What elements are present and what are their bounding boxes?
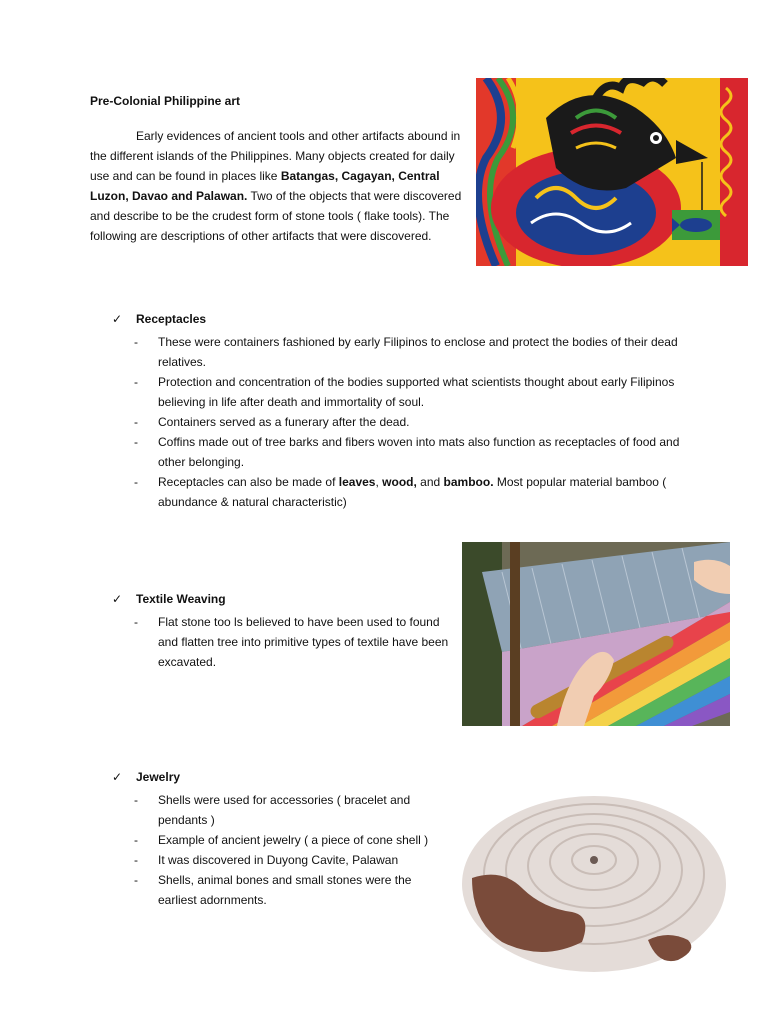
list-item: - It was discovered in Duyong Cavite, Palawan	[134, 850, 436, 870]
checkmark-icon: ✓	[112, 770, 123, 784]
cone-shell-image	[458, 790, 730, 976]
list-item: - Protection and concentration of the bodies supported what scientists thought about early Filipinos believing in life after death and immortality of soul.	[134, 372, 684, 412]
list-item: - Example of ancient jewelry ( a piece of cone shell )	[134, 830, 436, 850]
intro-paragraph	[90, 126, 468, 246]
checkmark-icon: ✓	[112, 592, 123, 606]
receptacles-heading: ✓ Receptacles	[112, 312, 207, 326]
list-item: - Flat stone too ls believed to have been used to found and flatten tree into primitive types of textile have been excavated.	[134, 612, 456, 672]
list-item: - Shells were used for accessories ( bracelet and pendants )	[134, 790, 436, 830]
intro-places: Batangas, Cagayan, Central Luzon, Davao and Palawan.	[90, 169, 440, 203]
textile-list	[134, 612, 456, 672]
list-item: - Coffins made out of tree barks and fibers woven into mats also function as receptacles of food and other belonging.	[134, 432, 684, 472]
page-title: Pre-Colonial Philippine art	[90, 94, 241, 108]
checkmark-icon: ✓	[112, 312, 123, 326]
textile-weaving-heading: ✓ Textile Weaving	[112, 592, 226, 606]
weaving-loom-image	[462, 542, 730, 726]
jewelry-list	[134, 790, 436, 910]
list-item: - Containers served as a funerary after the dead.	[134, 412, 684, 432]
list-item: - Shells, animal bones and small stones were the earliest adornments.	[134, 870, 436, 910]
receptacles-list	[134, 332, 684, 512]
list-item: - These were containers fashioned by early Filipinos to enclose and protect the bodies of their dead relatives.	[134, 332, 684, 372]
jewelry-heading: ✓ Jewelry	[112, 770, 181, 784]
intro-text-1: Early evidences of ancient tools and other artifacts abound in the different islands of the Philippines. Many objects created for daily use and can be found in places like	[90, 129, 461, 183]
intro-text-2: Two of the objects that were discovered and describe to be the crudest form of stone tools ( flake tools). The following are descriptions of other artifacts that were discovered.	[90, 189, 462, 243]
list-item: - Receptacles can also be made of leaves, wood, and bamboo. Most popular material bamboo ( abundance & natural characteristic)	[134, 472, 684, 512]
rooster-artwork-image	[476, 78, 748, 266]
